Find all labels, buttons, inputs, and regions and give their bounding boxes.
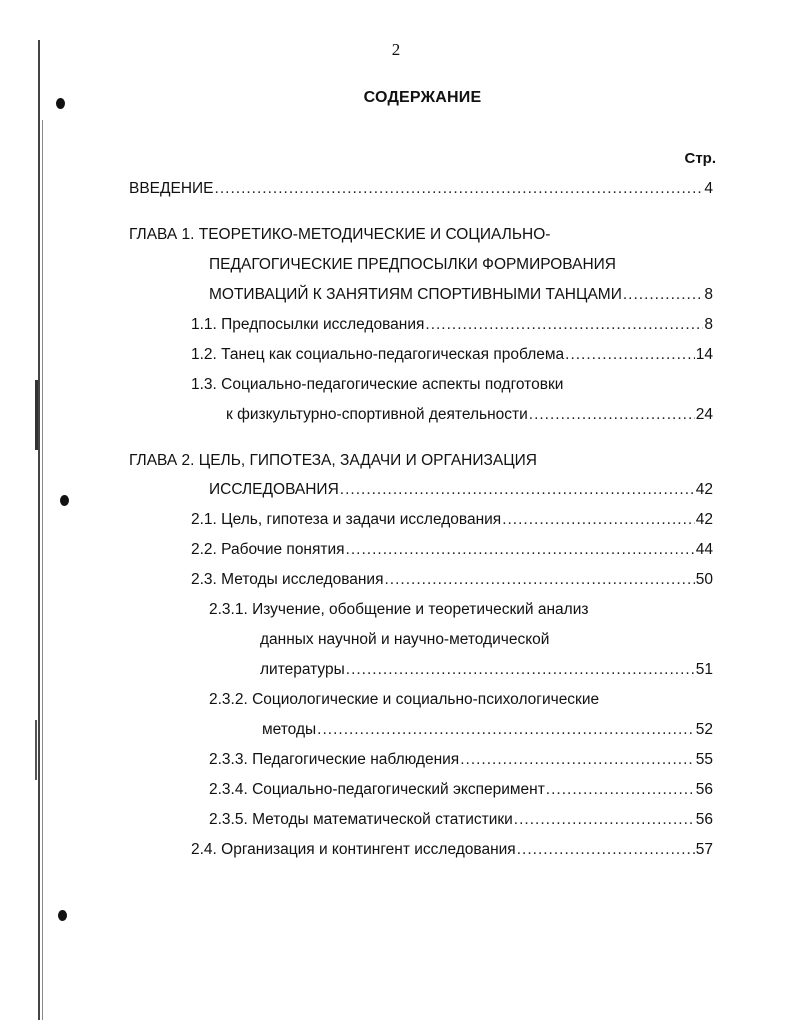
toc-entry-1-3-line-2: к физкультурно-спортивной деятельности ..... 24 xyxy=(226,404,713,426)
dot-leader xyxy=(502,509,695,531)
dot-leader xyxy=(215,178,704,200)
toc-page-number: 42 xyxy=(695,511,713,528)
toc-page-number: 8 xyxy=(704,316,713,333)
toc-entry-2-3-1-line-1: 2.3.1. Изучение, обобщение и теоретический анализ xyxy=(209,601,589,618)
dot-leader xyxy=(529,404,695,426)
dot-leader xyxy=(565,344,695,366)
page-title: СОДЕРЖАНИЕ xyxy=(363,89,482,106)
binding-hole xyxy=(60,495,69,506)
toc-page-number: 52 xyxy=(695,721,713,738)
dot-leader xyxy=(460,749,695,771)
toc-entry-1-1: 1.1. Предпосылки исследования ..... 8 xyxy=(191,314,713,336)
toc-page-number: 24 xyxy=(695,406,713,423)
dot-leader xyxy=(623,284,704,306)
toc-page-number: 56 xyxy=(695,781,713,798)
toc-entry-2-3-1-line-3: литературы ..... 51 xyxy=(260,659,713,681)
toc-chapter-1-line-3: МОТИВАЦИЙ К ЗАНЯТИЯМ СПОРТИВНЫМИ ТАНЦАМИ ..... 8 xyxy=(209,284,713,306)
toc-chapter-1-line-2: ПЕДАГОГИЧЕСКИЕ ПРЕДПОСЫЛКИ ФОРМИРОВАНИЯ xyxy=(209,256,616,273)
binding-edge xyxy=(30,0,56,1024)
dot-leader xyxy=(517,839,695,861)
toc-page-number: 44 xyxy=(695,541,713,558)
binding-hole xyxy=(58,910,67,921)
dot-leader xyxy=(514,809,695,831)
toc-entry-2-4: 2.4. Организация и контингент исследования ..... 57 xyxy=(191,839,713,861)
toc-entry-2-3: 2.3. Методы исследования ..... 50 xyxy=(191,569,713,591)
toc-page-number: 55 xyxy=(695,751,713,768)
toc-page-number: 4 xyxy=(704,180,713,197)
dot-leader xyxy=(425,314,703,336)
toc-page-number: 50 xyxy=(695,571,713,588)
toc-entry-2-3-1-line-2: данных научной и научно-методической xyxy=(260,631,550,648)
toc-page-number: 57 xyxy=(695,841,713,858)
page-number: 2 xyxy=(391,40,401,59)
toc-page-number: 14 xyxy=(695,346,713,363)
toc-entry-1-2: 1.2. Танец как социально-педагогическая проблема ..... 14 xyxy=(191,344,713,366)
dot-leader xyxy=(317,719,695,741)
dot-leader xyxy=(385,569,695,591)
toc-page-number: 8 xyxy=(704,286,713,303)
toc-entry-intro: ВВЕДЕНИЕ ..... 4 xyxy=(129,178,713,200)
toc-page-number: 42 xyxy=(695,481,713,498)
toc-entry-2-3-2-line-1: 2.3.2. Социологические и социально-психологические xyxy=(209,691,600,708)
page-column-label: Стр. xyxy=(684,150,716,167)
toc-chapter-2-line-2: ИССЛЕДОВАНИЯ ..... 42 xyxy=(209,479,713,501)
toc-entry-2-1: 2.1. Цель, гипотеза и задачи исследования ..... 42 xyxy=(191,509,713,531)
toc-entry-2-3-3: 2.3.3. Педагогические наблюдения ..... 55 xyxy=(209,749,713,771)
toc-page-number: 51 xyxy=(695,661,713,678)
dot-leader xyxy=(346,539,695,561)
toc-entry-2-2: 2.2. Рабочие понятия ..... 44 xyxy=(191,539,713,561)
toc-entry-2-3-5: 2.3.5. Методы математической статистики ..... 56 xyxy=(209,809,713,831)
toc-page-number: 56 xyxy=(695,811,713,828)
toc-entry-2-3-2-line-2: методы ..... 52 xyxy=(262,719,713,741)
toc-entry-1-3-line-1: 1.3. Социально-педагогические аспекты подготовки xyxy=(191,376,564,393)
toc-entry-2-3-4: 2.3.4. Социально-педагогический эксперимент ..... 56 xyxy=(209,779,713,801)
toc-chapter-1-line-1: ГЛАВА 1. ТЕОРЕТИКО-МЕТОДИЧЕСКИЕ И СОЦИАЛЬНО- xyxy=(129,226,551,243)
dot-leader xyxy=(340,479,695,501)
toc-chapter-2-line-1: ГЛАВА 2. ЦЕЛЬ, ГИПОТЕЗА, ЗАДАЧИ И ОРГАНИЗАЦИЯ xyxy=(129,452,537,469)
dot-leader xyxy=(546,779,695,801)
dot-leader xyxy=(346,659,695,681)
